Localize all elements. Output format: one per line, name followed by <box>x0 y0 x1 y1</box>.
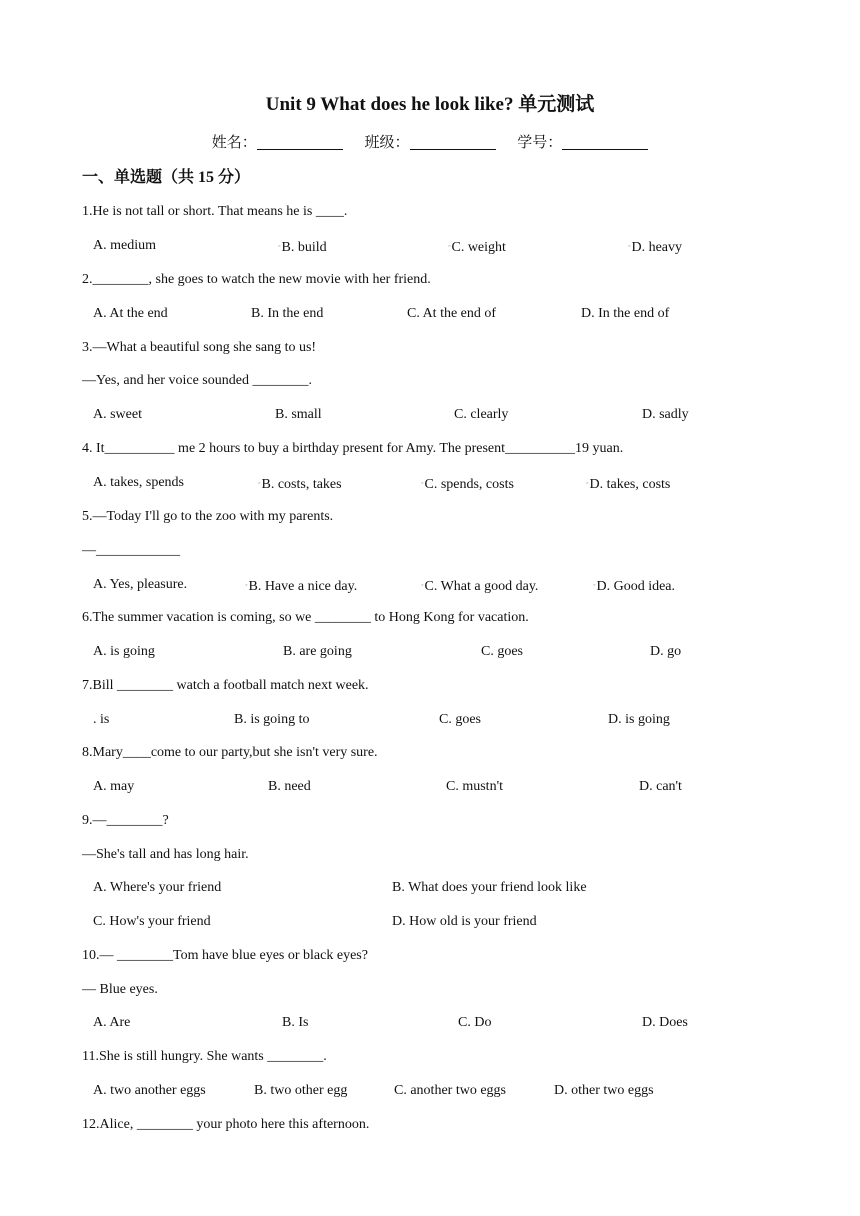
option-d: ◦D. Good idea. <box>593 579 676 594</box>
option-marker: ◦ <box>421 479 424 487</box>
name-field <box>212 132 343 154</box>
option-c: C. goes <box>439 712 481 727</box>
option-b: B. What does your friend look like <box>392 880 587 895</box>
option-d: D. Does <box>642 1015 688 1030</box>
option-b: B. In the end <box>251 306 324 321</box>
question-9-options-row2 <box>0 912 860 932</box>
option-a: A. is going <box>93 644 155 659</box>
option-c: C. Do <box>458 1015 492 1030</box>
option-a: A. Where's your friend <box>93 880 222 895</box>
question-2-options <box>0 304 860 324</box>
option-c: ◦C. spends, costs <box>421 477 514 492</box>
option-d: D. sadly <box>642 407 689 422</box>
section-heading: 一、单选题（共 15 分） <box>82 169 251 186</box>
option-c: C. At the end of <box>407 306 497 321</box>
question-10-response: — Blue eyes. <box>82 982 158 997</box>
option-b: B. are going <box>283 644 352 659</box>
option-d: D. is going <box>608 712 670 727</box>
option-marker: ◦ <box>278 242 281 250</box>
option-b: B. need <box>268 779 311 794</box>
question-5-options <box>0 575 860 595</box>
option-d: ◦D. heavy <box>628 240 683 255</box>
option-a: A. Are <box>93 1015 131 1030</box>
option-c: C. mustn't <box>446 779 503 794</box>
option-marker: ◦ <box>586 479 589 487</box>
option-a: A. may <box>93 779 135 794</box>
question-8-stem: 8.Mary____come to our party,but she isn't very sure. <box>82 745 378 760</box>
option-marker: ◦ <box>258 479 261 487</box>
question-6-stem: 6.The summer vacation is coming, so we ________ to Hong Kong for vacation. <box>82 610 529 625</box>
option-d: D. can't <box>639 779 682 794</box>
page-title: Unit 9 What does he look like? 单元测试 <box>265 94 595 115</box>
option-d: D. In the end of <box>581 306 670 321</box>
option-a: A. At the end <box>93 306 168 321</box>
option-b: ◦B. Have a nice day. <box>245 579 358 594</box>
class-label: 班级： <box>364 135 410 151</box>
option-b: B. is going to <box>234 712 310 727</box>
option-c: ◦C. What a good day. <box>421 579 539 594</box>
option-marker: ◦ <box>448 242 451 250</box>
option-b: ◦B. costs, takes <box>258 477 342 492</box>
student-info-row <box>0 132 860 154</box>
number-field <box>517 132 648 154</box>
option-d: D. other two eggs <box>554 1083 654 1098</box>
option-b: B. small <box>275 407 322 422</box>
option-c: C. clearly <box>454 407 509 422</box>
name-blank <box>257 133 343 150</box>
option-marker: ◦ <box>245 581 248 589</box>
question-2-stem: 2.________, she goes to watch the new movie with her friend. <box>82 272 431 287</box>
option-marker: ◦ <box>628 242 631 250</box>
option-a: A. takes, spends <box>93 475 184 490</box>
option-a: A. Yes, pleasure. <box>93 577 188 592</box>
option-a: A. medium <box>93 238 156 253</box>
question-4-options <box>0 473 860 493</box>
question-6-options <box>0 642 860 662</box>
question-10-options <box>0 1013 860 1033</box>
question-12-stem: 12.Alice, ________ your photo here this afternoon. <box>82 1117 370 1132</box>
question-1-stem: 1.He is not tall or short. That means he is ____. <box>82 204 348 219</box>
question-11-options <box>0 1081 860 1101</box>
question-4-stem: 4. It__________ me 2 hours to buy a birthday present for Amy. The present__________19 yuan. <box>82 441 624 456</box>
option-marker: ◦ <box>593 581 596 589</box>
question-5-stem: 5.—Today I'll go to the zoo with my parents. <box>82 509 334 524</box>
question-9-response: —She's tall and has long hair. <box>82 847 249 862</box>
question-9-options-row1 <box>0 878 860 898</box>
option-a: A. two another eggs <box>93 1083 206 1098</box>
option-a: . is <box>93 712 110 727</box>
number-blank <box>562 133 648 150</box>
option-b: B. Is <box>282 1015 309 1030</box>
question-5-response: —____________ <box>82 543 180 558</box>
option-marker: ◦ <box>421 581 424 589</box>
question-3-options <box>0 405 860 425</box>
question-11-stem: 11.She is still hungry. She wants ________. <box>82 1049 327 1064</box>
option-d: ◦D. takes, costs <box>586 477 671 492</box>
option-d: D. How old is your friend <box>392 914 537 929</box>
class-blank <box>410 133 496 150</box>
option-a: A. sweet <box>93 407 142 422</box>
name-label: 姓名： <box>211 135 257 151</box>
option-c: ◦C. weight <box>448 240 506 255</box>
option-c: C. another two eggs <box>394 1083 506 1098</box>
question-8-options <box>0 777 860 797</box>
option-b: ◦B. build <box>278 240 327 255</box>
question-7-stem: 7.Bill ________ watch a football match next week. <box>82 678 369 693</box>
question-7-options <box>0 710 860 730</box>
question-9-stem: 9.—________? <box>82 813 169 828</box>
option-d: D. go <box>650 644 682 659</box>
question-1-options <box>0 236 860 256</box>
class-field <box>364 132 495 154</box>
question-3-stem: 3.—What a beautiful song she sang to us! <box>82 340 317 355</box>
option-c: C. How's your friend <box>93 914 211 929</box>
question-3-response: —Yes, and her voice sounded ________. <box>82 373 312 388</box>
question-10-stem: 10.— ________Tom have blue eyes or black eyes? <box>82 948 368 963</box>
number-label: 学号： <box>517 135 563 151</box>
option-b: B. two other egg <box>254 1083 348 1098</box>
option-c: C. goes <box>481 644 523 659</box>
